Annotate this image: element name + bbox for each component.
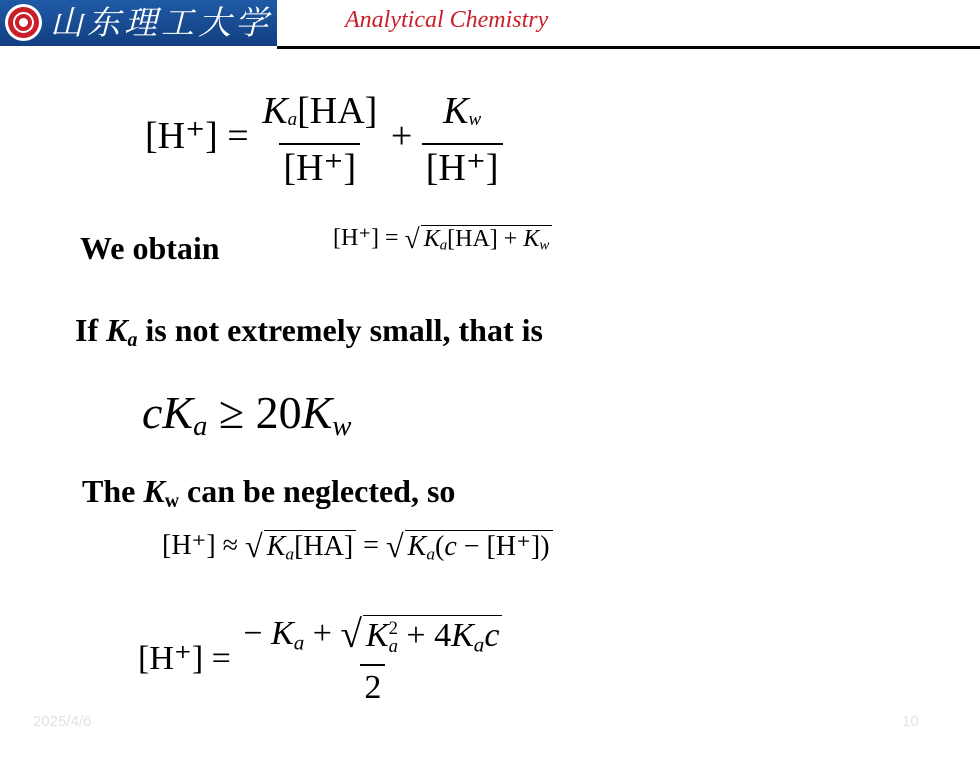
fraction-quadratic: − $K_a$ + √ K 2 a + $4K_ac$ 2 <box>239 612 506 710</box>
university-name-logo: 山东理工大学 <box>50 3 272 42</box>
kw-neglect-statement: The Kw can be neglected, so <box>82 473 456 512</box>
equation-quadratic-solution: [H⁺] = − $K_a$ + √ K 2 a + $4K_ac$ 2 <box>138 612 506 710</box>
equation-h-sqrt: [H⁺] = √ $K_a[HA] + K_w$ <box>333 223 552 254</box>
fraction-kw: $\frac{Kw}{[H^+]}$ <box>422 88 503 191</box>
fraction-ka-ha: $\frac{Ka[HA]}{[H^+]}$ <box>262 90 378 189</box>
footer-page-number: 10 <box>902 713 919 730</box>
slide-header <box>0 0 980 48</box>
footer-date: 2025/4/6 <box>33 713 92 730</box>
we-obtain-label: We obtain <box>80 230 220 266</box>
condition-statement: If $K_a$ is not extremely small, that is <box>75 312 543 351</box>
university-logo <box>0 0 277 46</box>
university-seal-icon <box>5 4 42 41</box>
header-divider <box>277 46 980 49</box>
equation-charge-balance: [H⁺] = $\frac{Ka[HA]}{[H^+]}$ + $\frac{Kw}{[H^+]}$ <box>145 88 503 191</box>
course-title: Analytical Chemistry <box>345 7 549 33</box>
equation-condition: $cK_a \ge 20K_w$ <box>142 387 352 443</box>
equation-approximation: [H⁺] ≈ √ $K_a[HA]$ = √ $K_a(c - [H^+])$ <box>162 528 553 565</box>
